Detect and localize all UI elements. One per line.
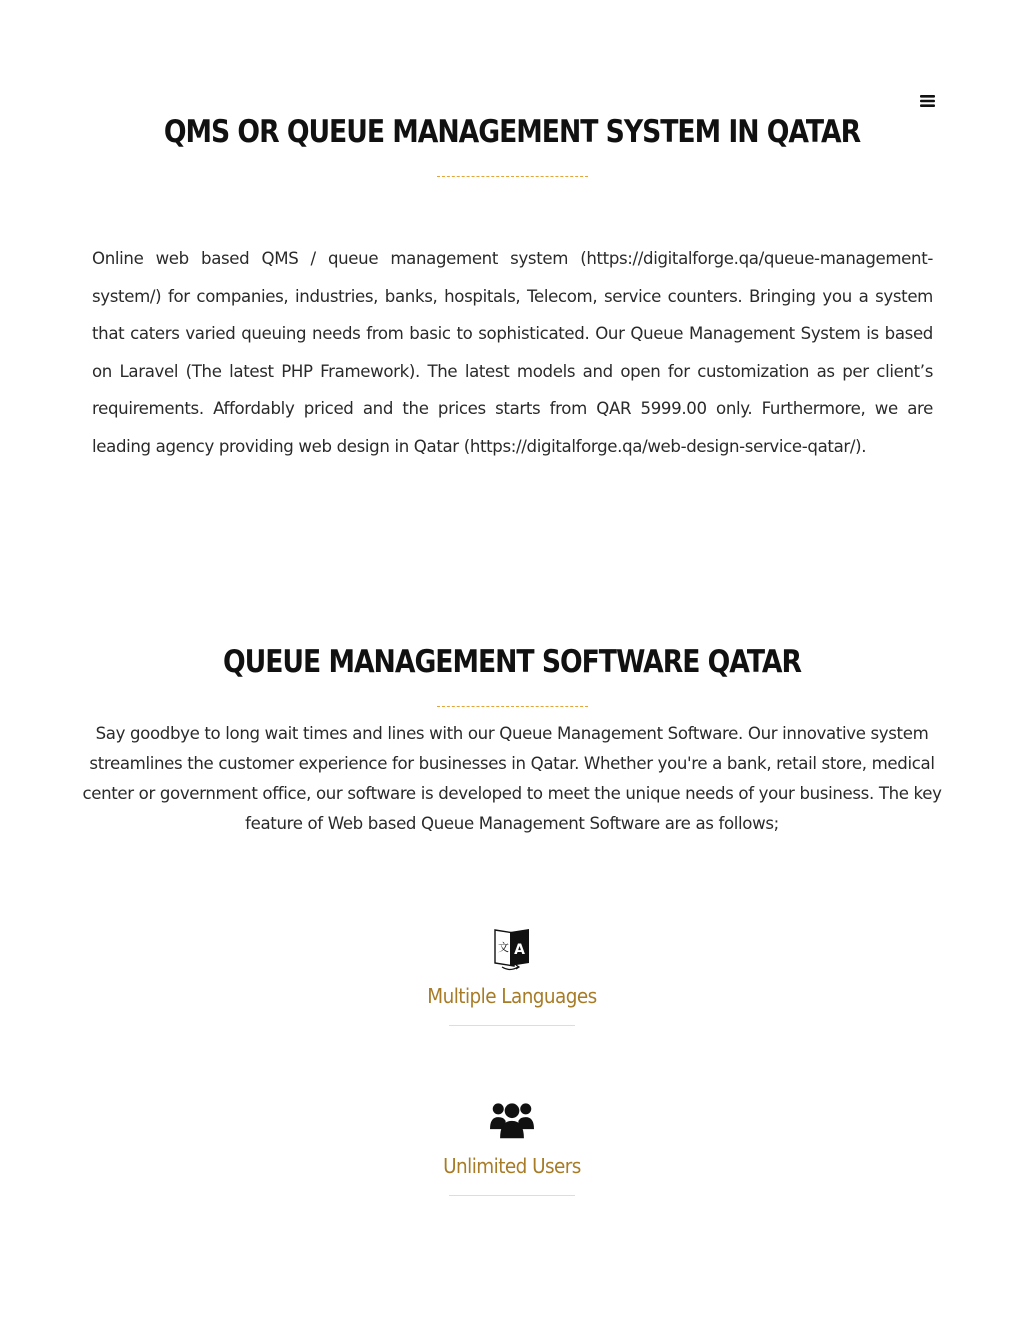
qms-title-divider [437,176,588,177]
feature-underline [449,1025,575,1026]
feature-underline [449,1195,575,1196]
hamburger-menu-icon[interactable] [916,90,940,112]
feature-multiple-languages [362,926,662,1026]
software-section-title: QUEUE MANAGEMENT SOFTWARE QATAR [222,644,802,680]
feature-unlimited-users [362,1096,662,1196]
users-group-icon [490,1096,534,1142]
svg-text:文: 文 [498,941,509,954]
software-intro-paragraph: Say goodbye to long wait times and lines with our Queue Management Software. Our innovative system streamlines the customer experience for businesses in Qatar. Whether you're a bank, retail store, medical center or government office, our software is developed to meet the unique needs of your business. The key feature of Web based Queue Management Software are as follows; [82,724,942,833]
language-translate-icon [490,926,534,972]
feature-title-unlimited-users: Unlimited Users [443,1154,581,1178]
qms-section-title: QMS OR QUEUE MANAGEMENT SYSTEM IN QATAR [163,114,861,150]
software-title-divider [437,706,588,707]
qms-intro-paragraph: Online web based QMS / queue management system (https://digitalforge.qa/queue-management-system/) for companies, industries, banks, hospitals, Telecom, service counters. Bringing you a system that caters varied queuing needs from basic to sophisticated. Our Queue Management System is based on Laravel (The latest PHP Framework). The latest models and open for customization as per client’s requirements. Affordably priced and the prices starts from QAR 5999.00 only. Furthermore, we are leading agency providing web design in Qatar (https://digitalforge.qa/web-design-service-qatar/). [92,249,933,456]
feature-title-multiple-languages: Multiple Languages [427,984,597,1008]
svg-text:A: A [514,942,525,958]
